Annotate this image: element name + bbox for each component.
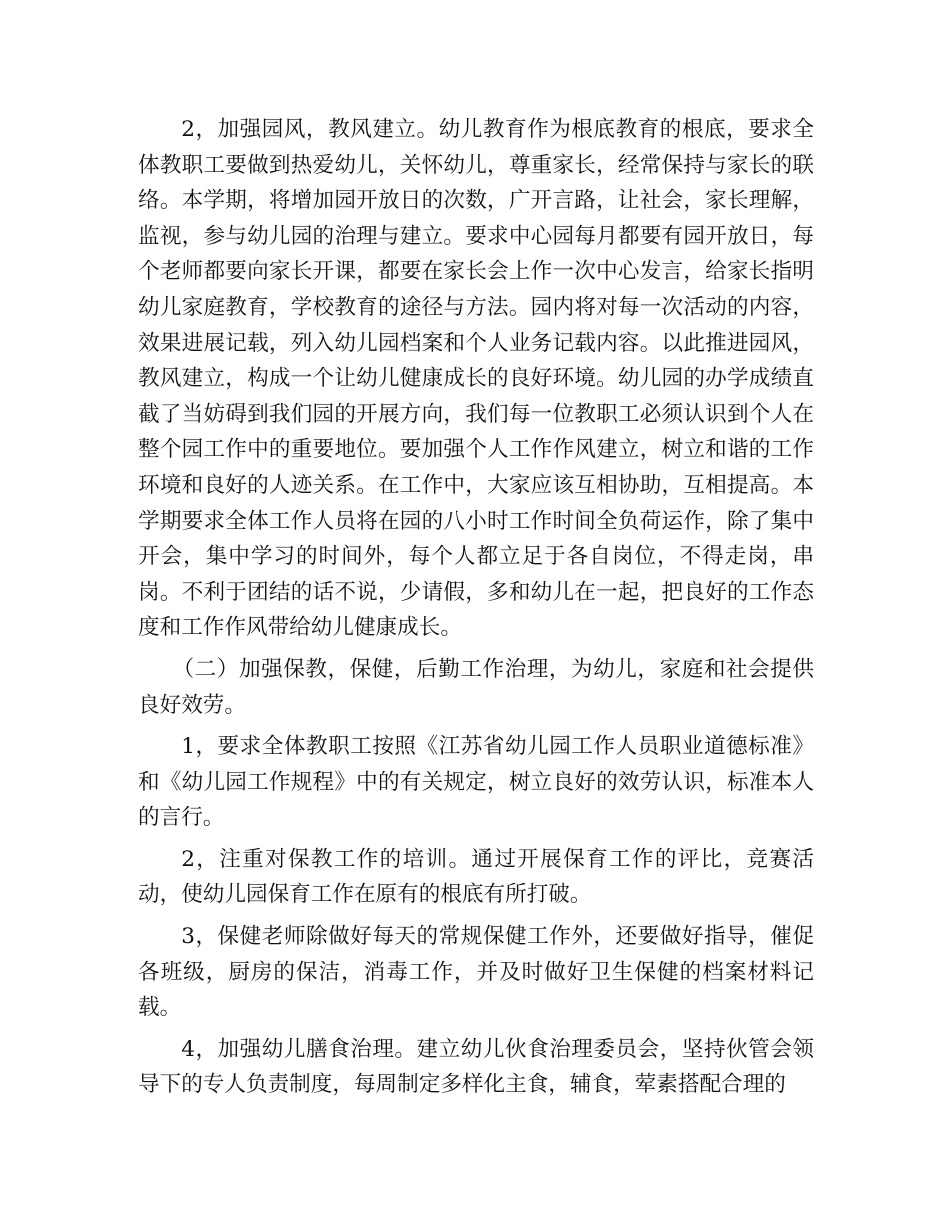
- paragraph-campus-style: 2，加强园风，教风建立。幼儿教育作为根底教育的根底，要求全体教职工要做到热爱幼儿，关怀幼儿，尊重家长，经常保持与家长的联络。本学期，将增加园开放日的次数，广开言路，让社会，家长理解，监视，参与幼儿园的治理与建立。要求中心园每月都要有园开放日，每个老师都要向家长开课，都要在家长会上作一次中心发言，给家长指明幼儿家庭教育，学校教育的途径与方法。园内将对每一次活动的内容，效果进展记载，列入幼儿园档案和个人业务记载内容。以此推进园风，教风建立，构成一个让幼儿健康成长的良好环境。幼儿园的办学成绩直截了当妨碍到我们园的开展方向，我们每一位教职工必须认识到个人在整个园工作中的重要地位。要加强个人工作作风建立，树立和谐的工作环境和良好的人迹关系。在工作中，大家应该互相协助，互相提高。本学期要求全体工作人员将在园的八小时工作时间全负荷运作，除了集中开会，集中学习的时间外，每个人都立足于各自岗位，不得走岗，串岗。不利于团结的话不说，少请假，多和幼儿在一起，把良好的工作态度和工作作风带给幼儿健康成长。: [138, 117, 814, 641]
- document-body: [138, 112, 814, 1103]
- section-heading-two: （二）加强保教，保健，后勤工作治理，为幼儿，家庭和社会提供良好效劳。: [138, 656, 814, 718]
- paragraph-item-1: 1，要求全体教职工按照《江苏省幼儿园工作人员职业道德标准》和《幼儿园工作规程》中的有关规定，树立良好的效劳认识，标准本人的言行。: [138, 734, 814, 831]
- paragraph-item-3: 3，保健老师除做好每天的常规保健工作外，还要做好指导，催促各班级，厨房的保洁，消毒工作，并及时做好卫生保健的档案材料记载。: [138, 924, 814, 1021]
- paragraph-item-2: 2，注重对保教工作的培训。通过开展保育工作的评比，竞赛活动，使幼儿园保育工作在原有的根底有所打破。: [138, 846, 814, 908]
- paragraph-item-4: 4，加强幼儿膳食治理。建立幼儿伙食治理委员会，坚持伙管会领导下的专人负责制度，每周制定多样化主食，辅食，荤素搭配合理的: [138, 1036, 814, 1098]
